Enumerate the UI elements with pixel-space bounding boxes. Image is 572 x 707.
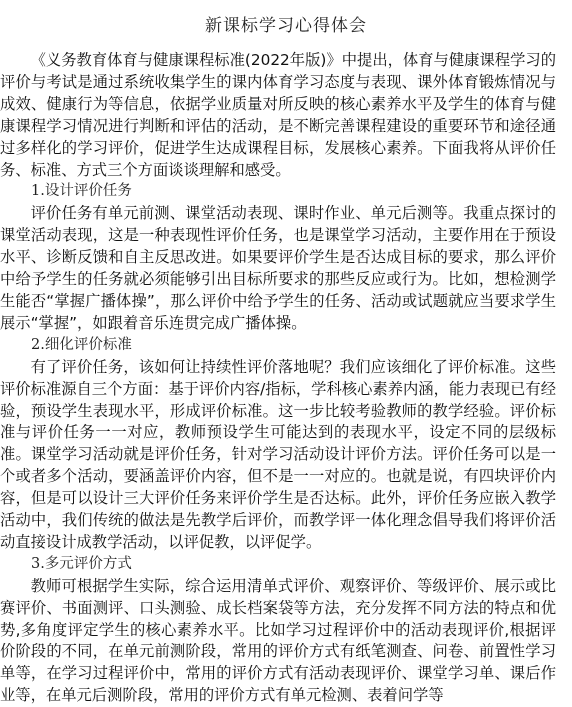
section-paragraph-2: 有了评价任务，该如何让持续性评价落地呢？我们应该细化了评价标准。这些评价标准源自三个方面：基于评价内容/指标，学科核心素养内涵，能力表现已有经验，预设学生表现水平，形成评价标准。这一步比较考验教师的教学经验。评价标准与评价任务一一对应，教师预设学生可能达到的表现水平，设定不同的层级标准。课堂学习活动就是评价任务，针对学习活动设计评价方法。评价任务可以是一个或者多个活动，要涵盖评价内容，但不是一一对应的。也就是说，有四块评价内容，但是可以设计三大评价任务来评价学生是否达标。此外，评价任务应嵌入教学活动中，我们传统的做法是先教学后评价，而教学评一体化理念倡导我们将评价活动直接设计成教学活动，以评促教，以评促学。: [0, 357, 556, 551]
intro-paragraph: 《义务教育体育与健康课程标准(2022年版)》中提出，体育与健康课程学习的评价与考试是通过系统收集学生的课内体育学习态度与表现、课外体育锻炼情况与成效、健康行为等信息，依据学业质量对所反映的核心素养水平及学生的体育与健康课程学习情况进行判断和评估的活动，是不断完善课程建设的重要环节和途径通过多样化的学习评价，促进学生达成课程目标，发展核心素养。下面我将从评价任务、标准、方式三个方面谈谈理解和感受。: [0, 51, 556, 179]
section-paragraph-3: 教师可根据学生实际，综合运用清单式评价、观察评价、等级评价、展示或比赛评价、书面测评、口头测验、成长档案袋等方法，充分发挥不同方法的特点和优势,多角度评定学生的核心素养水平。比如学习过程评价中的活动表现评价,根据评价阶段的不同，在单元前测阶段，常用的评价方式有纸笔测查、问卷、前置性学习单等，在学习过程评价中，常用的评价方式有活动表现评价、课堂学习单、课后作业等，在单元后测阶段，常用的评价方式有单元检测、表着问学等: [0, 576, 556, 705]
section-heading-2: 2.细化评价标准: [31, 336, 132, 353]
document-title: 新课标学习心得体会: [205, 16, 367, 36]
document-body: [0, 50, 556, 707]
section-heading-1: 1.设计评价任务: [31, 183, 132, 200]
section-paragraph-1: 评价任务有单元前测、课堂活动表现、课时作业、单元后测等。我重点探讨的课堂活动表现，这是一种表现性评价任务，也是课堂学习活动，主要作用在于预设水平、诊断反馈和自主反思改进。如果要评价学生是否达成目标的要求，那么评价中给予学生的任务就必须能够引出目标所要求的那些反应或行为。比如，想检测学生能否“掌握广播体操”，那么评价中给予学生的任务、活动或试题就应当要求学生展示“掌握”，如跟着音乐连贯完成广播体操。: [0, 204, 556, 332]
section-heading-3: 3.多元评价方式: [31, 555, 132, 572]
